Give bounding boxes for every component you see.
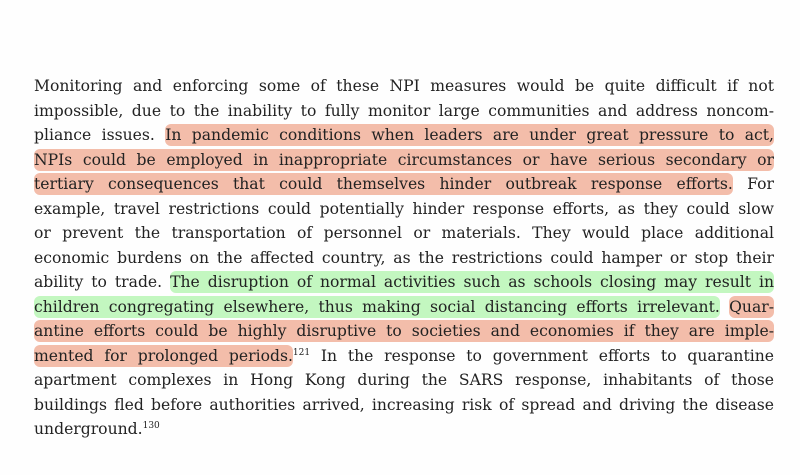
- highlight-green: The disruption of normal activities such as schools closing may result in: [170, 273, 775, 291]
- text-line: [34, 417, 774, 442]
- highlight-salmon: antine efforts could be highly disruptive to societies and economies if they are imple-: [34, 322, 774, 340]
- text-line: [34, 99, 774, 124]
- text-segment: example, travel restrictions could potentially hinder response efforts, as they could slow: [34, 199, 774, 218]
- text-segment: apartment complexes in Hong Kong during the SARS response, inhabitants of those: [34, 371, 774, 389]
- text-line: [34, 197, 774, 222]
- highlight-salmon: tertiary consequences that could themselves hinder outbreak response efforts.: [34, 175, 733, 193]
- text-line: [34, 148, 774, 173]
- text-segment: In the response to government efforts to quarantine: [310, 346, 774, 365]
- highlight-salmon: Quar-: [729, 297, 774, 316]
- text-segment: Monitoring and enforcing some of these NPI measures would be quite difficult if not: [34, 77, 774, 95]
- text-segment: pliance issues.: [34, 126, 166, 144]
- text-segment: buildings fled before authorities arrived, increasing risk of spread and driving the disease: [34, 395, 774, 414]
- text-segment: or prevent the transportation of personnel or materials. They would place additional: [34, 224, 774, 242]
- text-line: [34, 172, 774, 197]
- footnote-reference: 130: [142, 421, 160, 431]
- text-line: [34, 74, 774, 99]
- highlight-green: children congregating elsewhere, thus making social distancing efforts irrelevant.: [34, 297, 720, 316]
- text-line: [34, 246, 774, 271]
- highlight-salmon: mented for prolonged periods.: [34, 346, 293, 365]
- text-line: [34, 123, 774, 148]
- text-line: [34, 368, 774, 393]
- body-paragraph: [34, 74, 774, 442]
- text-segment: [720, 298, 729, 316]
- text-line: [34, 319, 774, 344]
- text-line: [34, 344, 774, 369]
- highlight-salmon: NPIs could be employed in inappropriate circumstances or have serious secondary or: [34, 150, 774, 169]
- text-line: [34, 393, 774, 418]
- text-segment: economic burdens on the affected country, as the restrictions could hamper or stop their: [34, 248, 774, 267]
- footnote-reference: 121: [292, 347, 311, 358]
- highlight-salmon: In pandemic conditions when leaders are under great pressure to act,: [165, 126, 774, 144]
- text-line: [34, 295, 774, 320]
- text-line: [34, 221, 774, 246]
- text-segment: underground.: [34, 420, 143, 438]
- text-segment: impossible, due to the inability to fully monitor large communities and address noncom-: [34, 101, 774, 120]
- text-line: [34, 270, 774, 295]
- text-segment: For: [732, 175, 774, 193]
- text-segment: ability to trade.: [34, 273, 171, 291]
